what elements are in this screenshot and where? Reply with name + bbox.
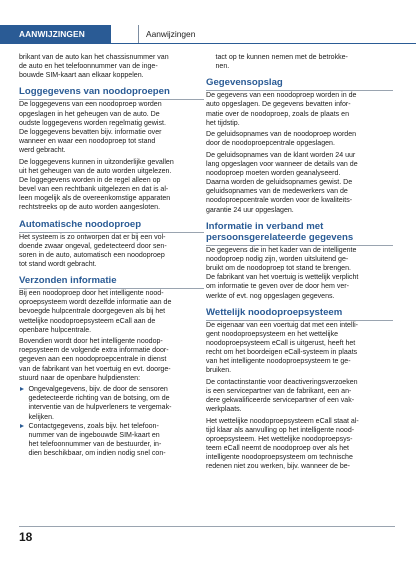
body-paragraph: Het systeem is zo ontworpen dat er bij een vol- doende zwaar ongeval, gedetecteerd door sen- soren in de auto, automatisch een noodoproep tot stand wordt gebracht. xyxy=(19,233,167,268)
left-column xyxy=(19,53,204,458)
section-heading: Loggegevens van noodoproepen xyxy=(19,86,170,98)
section-heading: Gegevensopslag xyxy=(206,77,283,89)
intro-paragraph: brikant van de auto kan het chassisnummer van de auto en het telefoonnummer van de inge- bouwde SIM-kaart aan elkaar koppelen. xyxy=(19,54,169,80)
section-heading: Wettelijk noodoproepsysteem xyxy=(206,306,343,318)
list-item: Ongevalgegevens, bijv. de door de sensoren gedetecteerde richting van de botsing, om de interventie van de hulpverleners te vergemak- kelijken. xyxy=(19,385,204,422)
page-header xyxy=(0,0,416,52)
body-paragraph: De contactinstantie voor deactiveringsverzoeken is een servicepartner van de fabrikant, een an- dere gekwalificeerde servicepartner of een vak- werkplaats. xyxy=(206,378,358,414)
body-paragraph: De gegevens die in het kader van de intelligente noodoproep nodig zijn, worden uitsluitend ge- bruikt om de noodoproep tot stand te brengen. De fabrikant van het voertuig is wettelijk verplicht om informatie te geven over de door hem ver- werkte of evt. nog opgeslagen gegevens. xyxy=(206,246,359,300)
section-heading: Informatie in verband met persoonsgerelateerde gegevens xyxy=(206,220,354,243)
continuation-text: tact op te kunnen nemen met de betrokke- nen. xyxy=(215,54,348,71)
body-paragraph: De geluidsopnames van de noodoproep worden door de noodoproepcentrale opgeslagen. xyxy=(206,131,357,148)
footer-rule xyxy=(19,526,395,527)
page-number: 18 xyxy=(19,530,33,544)
body-paragraph: De geluidsopnames van de klant worden 24 uur lang opgeslagen voor wanneer de details van de noodoproep moeten worden geanalyseerd. Daarna worden de geluidsopnames gewist. De geluidsopnames van de medewerkers van de noodoproepcentrale worden voor de kwaliteits- garantie 24 uur opgeslagen. xyxy=(206,151,358,214)
body-paragraph: Het wettelijke noodoproepsysteem eCall staat al- tijd klaar als aanvulling op het intelligente nood- oproepsysteem. Het wettelijke noodoproepsys- teem eCall neemt de noodoproep over als het intelligente noodoproepsysteem om technische redenen niet zou werken, bijv. wanneer de be- xyxy=(206,417,359,471)
list-item: Contactgegevens, zoals bijv. het telefoon- nummer van de ingebouwde SIM-kaart en het telefoonnummer van de bestuurder, in- dien beschikbaar, om indien nodig snel con- xyxy=(19,422,204,459)
section-heading: Verzonden informatie xyxy=(19,275,117,287)
section-tab: AANWIJZINGEN xyxy=(0,25,111,43)
header-rule xyxy=(0,43,416,44)
section-heading: Automatische noodoproep xyxy=(19,218,142,230)
body-paragraph: De eigenaar van een voertuig dat met een intelli- gent noodoproepsysteem en het wettelijke noodoproepsysteem eCall is uitgerust, heeft het recht om het boordeigen eCall-systeem in plaats van het intelligente noodoproepsysteem te ge- bruiken. xyxy=(206,321,358,375)
bullet-triangle-icon xyxy=(20,387,24,391)
right-column xyxy=(206,53,393,474)
header-divider xyxy=(138,25,139,43)
body-paragraph: Bovendien wordt door het intelligente noodop- roepsysteem de volgende extra informatie door- gegeven aan een noodoproepcentrale in dienst van de fabrikant van het voertuig en evt. doorge- stuurd naar de openbare hulpdiensten: xyxy=(19,338,171,382)
bullet-list xyxy=(19,385,204,458)
header-subtitle: Aanwijzingen xyxy=(146,29,196,39)
body-paragraph: De loggegevens van een noodoproep worden opgeslagen in het geheugen van de auto. De oudste loggegevens worden regelmatig gewist. De loggegevens bevatten bijv. informatie over wanneer en waar een noodoproep tot stand werd gebracht. xyxy=(19,101,166,155)
body-paragraph: Bij een noodoproep door het intelligente nood- oproepsysteem wordt dezelfde informatie aan de bevoegde hulpcentrale doorgegeven als bij het wettelijke noodoproepsysteem eCall aan de openbare hulpcentrale. xyxy=(19,290,172,334)
bullet-triangle-icon xyxy=(20,424,24,428)
body-paragraph: De loggegevens kunnen in uitzonderlijke gevallen uit het geheugen van de auto worden uitgelezen. De loggegevens worden in de regel alleen op bevel van een rechtbank uitgelezen en dat is al- leen mogelijk als de overeenkomstige apparaten rechtstreeks op de auto worden aangesloten. xyxy=(19,158,174,212)
body-paragraph: De gegevens van een noodoproep worden in de auto opgeslagen. De gegevens bevatten infor- matie over de noodoproep, zoals de plaats en het tijdstip. xyxy=(206,92,357,127)
